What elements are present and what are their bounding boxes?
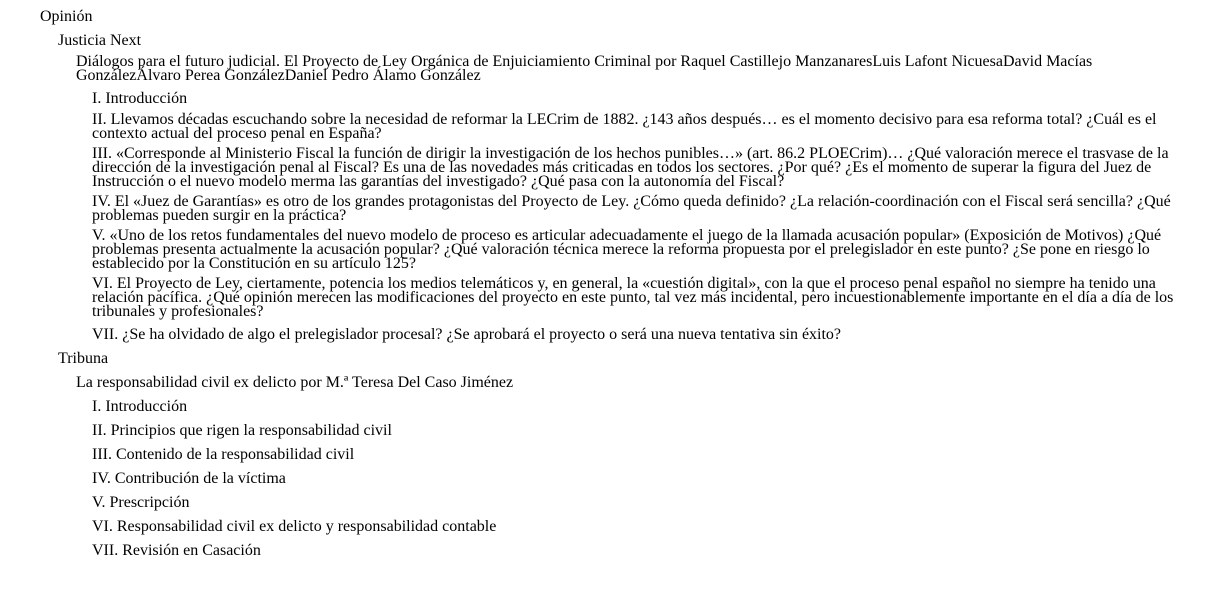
toc-item-dialogos-2[interactable]: II. Llevamos décadas escuchando sobre la necesidad de reformar la LECrim de 1882. ¿143 años después… es el momento decisivo para esa reforma total? ¿Cuál es el contexto actual del proceso penal en España? xyxy=(92,111,1157,142)
toc-item-responsabilidad-4[interactable]: IV. Contribución de la víctima xyxy=(92,470,286,487)
toc-item-dialogos-1[interactable]: I. Introducción xyxy=(92,90,188,107)
subsection-heading-tribuna: Tribuna xyxy=(58,350,109,367)
article-title-dialogos[interactable]: Diálogos para el futuro judicial. El Proyecto de Ley Orgánica de Enjuiciamiento Criminal por Raquel Castillejo ManzanaresLuis Lafont NicuesaDavid Macías GonzálezÁlvaro Perea GonzálezDaniel Pedro Álamo González xyxy=(76,53,1093,84)
toc-item-responsabilidad-5[interactable]: V. Prescripción xyxy=(92,494,190,511)
toc-item-responsabilidad-6[interactable]: VI. Responsabilidad civil ex delicto y responsabilidad contable xyxy=(92,518,497,535)
toc-item-dialogos-6[interactable]: VI. El Proyecto de Ley, ciertamente, potencia los medios telemáticos y, en general, la «cuestión digital», con la que el proceso penal español no siempre ha tenido una relación pacífica. ¿Qué opinión merecen las modificaciones del proyecto en este punto, tal vez más incidental, pero incuestionablemente importante en el día a día de los tribunales y profesionales? xyxy=(92,275,1174,320)
toc-item-responsabilidad-1[interactable]: I. Introducción xyxy=(92,398,188,415)
subsection-heading-justicia-next: Justicia Next xyxy=(58,32,142,49)
table-of-contents xyxy=(0,7,1207,565)
section-heading-opinion: Opinión xyxy=(40,8,93,25)
toc-item-responsabilidad-7[interactable]: VII. Revisión en Casación xyxy=(92,542,261,559)
article-title-responsabilidad[interactable]: La responsabilidad civil ex delicto por M.ª Teresa Del Caso Jiménez xyxy=(76,374,514,391)
toc-item-responsabilidad-2[interactable]: II. Principios que rigen la responsabilidad civil xyxy=(92,422,392,439)
toc-item-dialogos-5[interactable]: V. «Uno de los retos fundamentales del nuevo modelo de proceso es articular adecuadamente el juego de la llamada acusación popular» (Exposición de Motivos) ¿Qué problemas presenta actualmente la acusación popular? ¿Qué valoración técnica merece la reforma propuesta por el prelegislador en este punto? ¿Se pone en riesgo lo establecido por la Constitución en su artículo 125? xyxy=(92,227,1162,272)
toc-item-dialogos-7[interactable]: VII. ¿Se ha olvidado de algo el prelegislador procesal? ¿Se aprobará el proyecto o será una nueva tentativa sin éxito? xyxy=(92,326,842,343)
toc-item-responsabilidad-3[interactable]: III. Contenido de la responsabilidad civil xyxy=(92,446,355,463)
toc-item-dialogos-3[interactable]: III. «Corresponde al Ministerio Fiscal la función de dirigir la investigación de los hechos punibles…» (art. 86.2 PLOECrim)… ¿Qué valoración merece el trasvase de la dirección de la investigación penal al Fiscal? Es una de las novedades más criticadas en todos los sectores. ¿Por qué? ¿Es el momento de superar la figura del Juez de Instrucción o el nuevo modelo merma las garantías del investigado? ¿Qué pasa con la autonomía del Fiscal? xyxy=(92,145,1169,190)
toc-item-dialogos-4[interactable]: IV. El «Juez de Garantías» es otro de los grandes protagonistas del Proyecto de Ley. ¿Cómo queda definido? ¿La relación-coordinación con el Fiscal será sencilla? ¿Qué problemas pueden surgir en la práctica? xyxy=(92,193,1171,224)
